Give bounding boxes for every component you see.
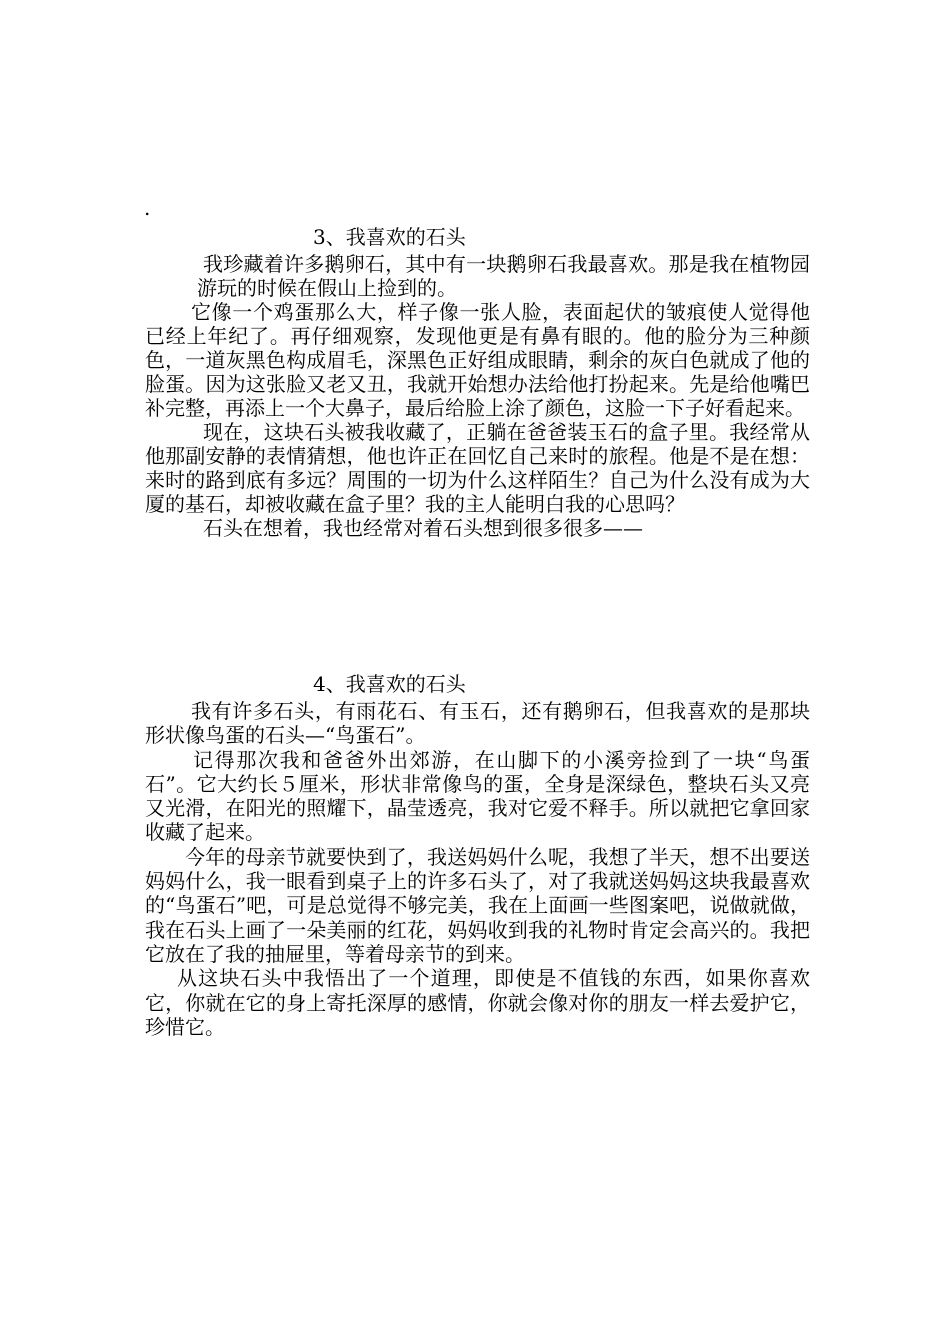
paragraph: 它像一个鸡蛋那么大，样子像一张人脸，表面起伏的皱痕使人觉得他已经上年纪了。再仔细观察，发现他更是有鼻有眼的。他的脸分为三种颜色，一道灰黑色构成眉毛，深黑色正好组成眼睛，剩余的灰白色就成了他的脸蛋。因为这张脸又老又丑，我就开始想办法给他打扮起来。先是给他嘴巴补完整，再添上一个大鼻子，最后给脸上涂了颜色，这脸一下子好看起来。	[145, 300, 810, 420]
essay-section-3	[145, 223, 810, 540]
paragraph: 记得那次我和爸爸外出郊游，在山脚下的小溪旁捡到了一块“鸟蛋石”。它大约长５厘米，形状非常像鸟的蛋，全身是深绿色，整块石头又亮又光滑，在阳光的照耀下，晶莹透亮，我对它爱不释手。所以就把它拿回家收藏了起来。	[145, 747, 810, 845]
essay-title: 4、我喜欢的石头	[313, 672, 466, 696]
paragraph: 从这块石头中我悟出了一个道理，即使是不值钱的东西，如果你喜欢它，你就在它的身上寄托深厚的感情，你就会像对你的朋友一样去爱护它，珍惜它。	[145, 966, 810, 1039]
paragraph: 我有许多石头，有雨花石、有玉石，还有鹅卵石，但我喜欢的是那块形状像鸟蛋的石头—“鸟蛋石”。	[145, 699, 810, 748]
paragraph: 我珍藏着许多鹅卵石，其中有一块鹅卵石我最喜欢。那是我在植物园游玩的时候在假山上捡到的。	[197, 252, 810, 300]
paragraph: 现在，这块石头被我收藏了，正躺在爸爸装玉石的盒子里。我经常从他那副安静的表情猜想，他也许正在回忆自己来时的旅程。他是不是在想：来时的路到底有多远？周围的一切为什么这样陌生？自己为什么没有成为大厦的基石，却被收藏在盒子里？我的主人能明白我的心思吗？	[145, 420, 810, 516]
essay-section-4	[145, 670, 810, 1039]
paragraph: 石头在想着，我也经常对着石头想到很多很多——	[203, 516, 643, 540]
essay-title: 3、我喜欢的石头	[313, 225, 466, 249]
stray-mark: .	[144, 196, 151, 220]
paragraph: 今年的母亲节就要快到了，我送妈妈什么呢，我想了半天，想不出要送妈妈什么，我一眼看到桌子上的许多石头了，对了我就送妈妈这块我最喜欢的“鸟蛋石”吧，可是总觉得不够完美，我在上面画一些图案吧，说做就做，我在石头上画了一朵美丽的红花，妈妈收到我的礼物时肯定会高兴的。我把它放在了我的抽屉里，等着母亲节的到来。	[145, 844, 810, 966]
